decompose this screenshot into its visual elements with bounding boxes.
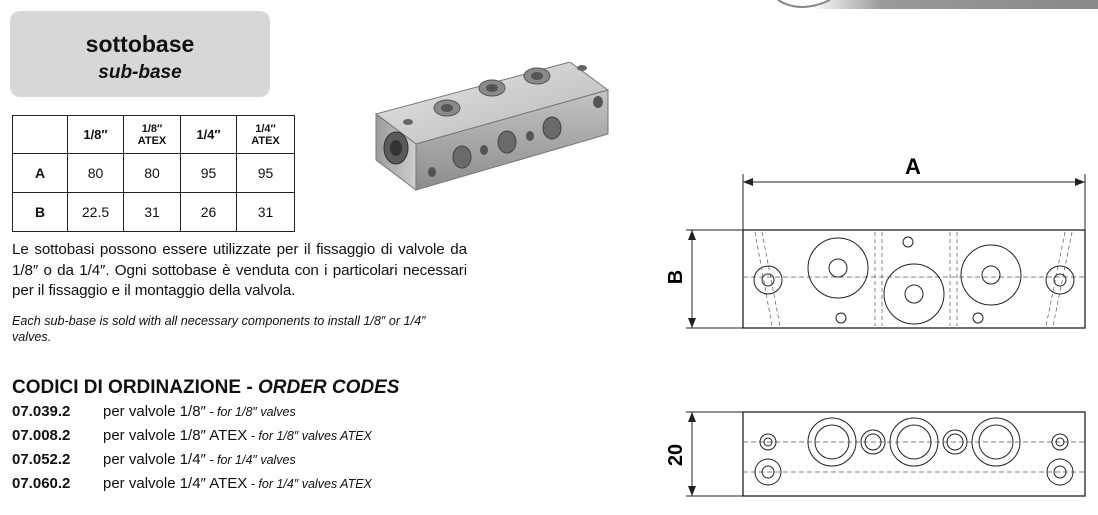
code-description-it: per valvole 1/8″ — [103, 403, 206, 420]
order-code: 07.052.2 — [12, 451, 71, 468]
table-cell: 95 — [237, 154, 295, 193]
column-header — [124, 116, 181, 154]
list-item — [12, 451, 372, 475]
table-cell: 31 — [237, 193, 295, 232]
dimension-label-b: B — [665, 269, 687, 285]
dimension-table — [12, 115, 295, 232]
table-corner-cell — [13, 116, 68, 154]
list-item — [12, 403, 372, 427]
table-cell: 22.5 — [68, 193, 124, 232]
order-code: 07.060.2 — [12, 475, 71, 492]
table-row — [13, 154, 295, 193]
column-header — [237, 116, 295, 154]
sub-base-product-image — [372, 62, 622, 197]
table-header-row — [13, 116, 295, 154]
column-header-sublabel: ATEX — [137, 134, 167, 147]
column-header-sublabel: ATEX — [251, 134, 280, 147]
page-title: sottobase — [85, 31, 195, 57]
order-codes-list — [12, 403, 372, 499]
table-cell: 95 — [181, 154, 237, 193]
heading-separator: - — [241, 377, 258, 398]
row-label: A — [13, 154, 68, 193]
dimension-label-20: 20 — [665, 443, 687, 467]
order-code: 07.008.2 — [12, 427, 71, 444]
top-view-drawing — [660, 140, 1098, 340]
description-italian: Le sottobasi possono essere utilizzate per il fissaggio di valvole da 1/8″ o da 1/4″. Ogni sottobase è venduta con i particolari necessari per il fissaggio e il montaggio della valvola. — [12, 241, 467, 299]
code-description-it: per valvole 1/8″ ATEX — [103, 427, 248, 444]
order-codes-heading-it: CODICI DI ORDINAZIONE — [12, 377, 242, 398]
table-cell: 31 — [124, 193, 181, 232]
code-description-en: - for 1/4″ valves — [205, 453, 296, 467]
column-header-label: 1/8″ — [141, 122, 163, 135]
dimension-label-a: A — [905, 154, 921, 179]
page-subtitle: sub-base — [98, 62, 182, 83]
code-description-en: - for 1/8″ valves ATEX — [247, 429, 372, 443]
order-codes-heading — [12, 377, 399, 399]
column-header-label: 1/4″ — [196, 127, 221, 142]
list-item — [12, 475, 372, 499]
table-cell: 26 — [181, 193, 237, 232]
order-code: 07.039.2 — [12, 403, 71, 420]
table-cell: 80 — [68, 154, 124, 193]
code-description-en: - for 1/8″ valves — [205, 405, 296, 419]
code-description-it: per valvole 1/4″ — [103, 451, 206, 468]
code-description-it: per valvole 1/4″ ATEX — [103, 475, 248, 492]
order-codes-heading-en: ORDER CODES — [257, 377, 400, 398]
list-item — [12, 427, 372, 451]
title-box — [10, 11, 270, 97]
column-header — [68, 116, 124, 154]
table-cell: 80 — [124, 154, 181, 193]
side-view-drawing — [660, 400, 1098, 505]
page-corner-decoration — [770, 0, 1098, 12]
row-label: B — [13, 193, 68, 232]
table-row — [13, 193, 295, 232]
column-header-label: 1/4″ — [255, 122, 276, 135]
code-description-en: - for 1/4″ valves ATEX — [247, 477, 372, 491]
description-english: Each sub-base is sold with all necessary components to install 1/8″ or 1/4″ valves. — [12, 314, 426, 344]
column-header-label: 1/8″ — [83, 127, 108, 142]
column-header — [181, 116, 237, 154]
